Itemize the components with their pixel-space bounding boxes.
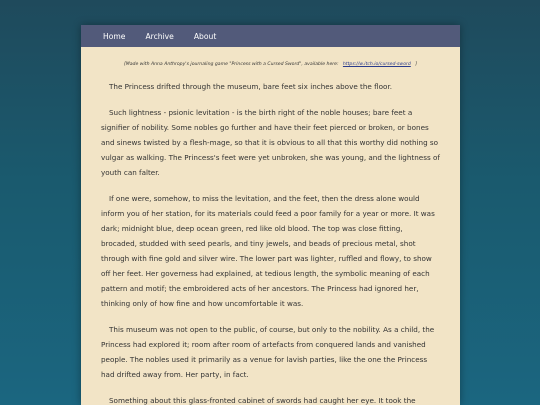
story-paragraph: The Princess drifted through the museum, bare feet six inches above the floor. bbox=[109, 82, 393, 91]
credit-text: [Made with Anna Anthropy's journaling game "Princess with a Cursed Sword", available here: bbox=[123, 62, 339, 67]
nav-home-link[interactable]: Home bbox=[103, 31, 126, 41]
top-nav bbox=[81, 25, 460, 47]
story-paragraph: This museum was not open to the public, of course, but only to the nobility. As a child, the Princess had explored it; room after room of artefacts from conquered lands and vanished people. The nobles used it primarily as a venue for lavish parties, like the one the Princess had drifted away from. Her party, in fact. bbox=[101, 324, 435, 380]
page-frame bbox=[81, 25, 460, 405]
story-paragraph: If one were, somehow, to miss the levitation, and the feet, then the dress alone would inform you of her station, for its materials could feed a poor family for a year or more. It was dark; midnight blue, deep ocean green, red like old blood. The top was close fitting, brocaded, studded with seed pearls, and tiny jewels, and beads of precious metal, shot through with fine gold and silver wire. The lower part was lighter, ruffled and flowy, to show off her feet. Her governess had explained, at tedious length, the symbolic meaning of each pattern and motif; the embroidered acts of her ancestors. The Princess had ignored her, thinking only of how fine and how uncomfortable it was. bbox=[101, 193, 435, 309]
credit-close: ] bbox=[415, 62, 417, 67]
story-paragraph: Such lightness - psionic levitation - is the birth right of the noble houses; bare feet a signifier of nobility. Some nobles go further and have their feet pierced or broken, or bones and sinews twisted by a flesh-mage, so that it is obvious to all that this worthy did nothing so vulgar as walking. The Princess's feet were yet unbroken, she was young, and the lightness of youth can falter. bbox=[101, 107, 440, 177]
credit-note bbox=[101, 62, 440, 67]
nav-about-link[interactable]: About bbox=[193, 31, 217, 41]
post-content bbox=[81, 47, 460, 405]
nav-archive-link[interactable]: Archive bbox=[145, 31, 174, 41]
story-paragraph: Something about this glass-fronted cabinet of swords had caught her eye. It took the bbox=[109, 395, 416, 405]
credit-link[interactable]: https://w.itch.io/cursed-sword bbox=[342, 62, 411, 67]
